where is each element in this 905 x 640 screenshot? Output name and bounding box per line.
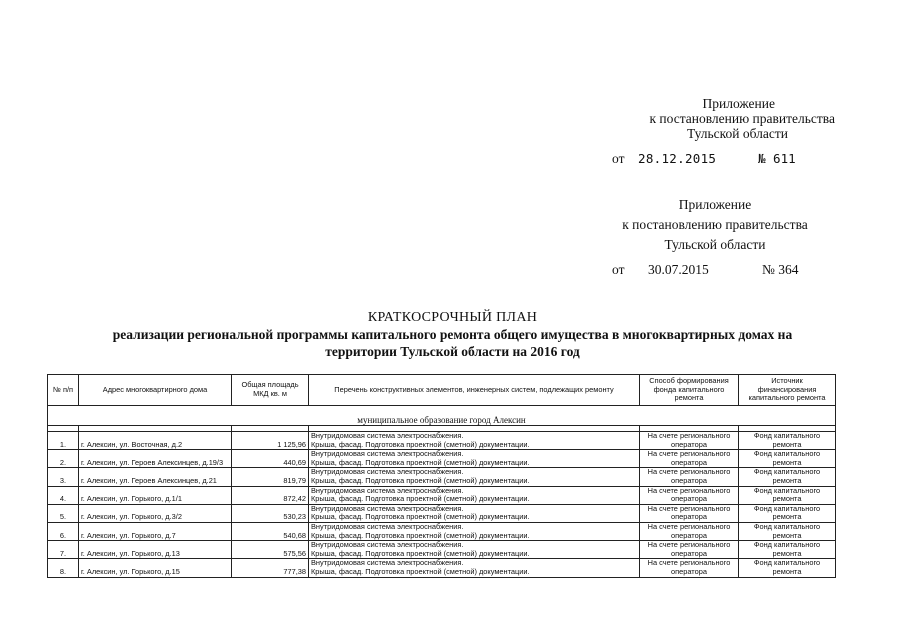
row-works-line2: Крыша, фасад. Подготовка проектной (сметной) документации. [311, 566, 530, 576]
appendix-new-number: № 611 [758, 151, 796, 166]
row-source-line2: ремонта [772, 439, 802, 449]
row-source [739, 522, 836, 540]
row-method-line1: На счете регионального [647, 540, 731, 550]
row-address [79, 541, 232, 559]
appendix-old-line1: Приложение [678, 197, 752, 212]
row-area [232, 468, 309, 486]
row-num [48, 450, 79, 468]
row-area-text: 575,56 [283, 548, 306, 558]
row-works-line2: Крыша, фасад. Подготовка проектной (сметной) документации. [311, 530, 530, 540]
row-num-text: 4. [59, 494, 67, 504]
row-method-line1: На счете регионального [647, 504, 731, 513]
row-source-line1: Фонд капитального [753, 449, 821, 459]
row-source-line1: Фонд капитального [753, 486, 821, 495]
row-source [739, 559, 836, 577]
row-source-line2: ремонта [772, 548, 802, 558]
row-source-line1: Фонд капитального [753, 431, 821, 440]
appendix-new-date: 28.12.2015 [638, 151, 717, 166]
row-num-text: 8. [59, 566, 67, 576]
row-area [232, 486, 309, 504]
row-num-text: 2. [59, 457, 67, 467]
appendix-new-line2: к постановлению правительства [649, 111, 835, 126]
row-address [79, 450, 232, 468]
row-address [79, 504, 232, 522]
row-address [79, 486, 232, 504]
row-method-line2: оператора [671, 457, 707, 467]
row-works-line2: Крыша, фасад. Подготовка проектной (сметной) документации. [311, 548, 530, 558]
row-works-line1: Внутридомовая система электроснабжения. [311, 449, 464, 459]
row-area-text: 540,68 [283, 530, 306, 540]
row-num-text: 6. [59, 530, 67, 540]
row-method-line2: оператора [671, 494, 707, 504]
table-row [48, 504, 836, 522]
row-address [79, 522, 232, 540]
row-num-text: 1. [59, 439, 67, 449]
row-method [640, 468, 739, 486]
row-num [48, 432, 79, 450]
document-subtitle-line2: территории Тульской области на 2016 год [325, 344, 580, 359]
row-works [309, 432, 640, 450]
row-method-line1: На счете регионального [647, 449, 731, 459]
row-method-line2: оператора [671, 475, 707, 485]
row-area-text: 440,69 [283, 457, 306, 467]
row-method [640, 522, 739, 540]
appendix-old-from-label: от [612, 262, 625, 277]
municipality-row [48, 406, 836, 426]
appendix-old-line2: к постановлению правительства [622, 217, 808, 232]
row-address-text: г. Алексин, ул. Горького, д.7 [81, 530, 176, 540]
row-source-line1: Фонд капитального [753, 467, 821, 477]
row-works-line2: Крыша, фасад. Подготовка проектной (сметной) документации. [311, 457, 530, 467]
header-num: № п/п [48, 375, 79, 406]
plan-table [47, 374, 836, 578]
row-works-line2: Крыша, фасад. Подготовка проектной (сметной) документации. [311, 512, 530, 522]
row-method [640, 486, 739, 504]
row-source-line1: Фонд капитального [753, 504, 821, 513]
row-works-line2: Крыша, фасад. Подготовка проектной (сметной) документации. [311, 439, 530, 449]
row-works-line2: Крыша, фасад. Подготовка проектной (сметной) документации. [311, 494, 530, 504]
row-works [309, 468, 640, 486]
row-method-line2: оператора [671, 530, 707, 540]
municipality-name: муниципальное образование город Алексин [48, 406, 836, 426]
table-row [48, 541, 836, 559]
row-works-line1: Внутридомовая система электроснабжения. [311, 467, 464, 477]
row-method [640, 541, 739, 559]
appendix-new-block [649, 96, 835, 141]
row-method-line1: На счете регионального [647, 558, 731, 568]
row-num [48, 559, 79, 577]
row-source-line1: Фонд капитального [753, 540, 821, 550]
row-area [232, 559, 309, 577]
row-method-line2: оператора [671, 439, 707, 449]
row-area [232, 522, 309, 540]
row-num [48, 468, 79, 486]
row-works-line2: Крыша, фасад. Подготовка проектной (сметной) документации. [311, 475, 530, 485]
row-area [232, 450, 309, 468]
row-area [232, 504, 309, 522]
row-source [739, 504, 836, 522]
document-title: КРАТКОСРОЧНЫЙ ПЛАН [367, 310, 538, 325]
row-method-line2: оператора [671, 548, 707, 558]
row-source-line1: Фонд капитального [753, 522, 821, 531]
row-source-line1: Фонд капитального [753, 558, 821, 568]
row-works-line1: Внутридомовая система электроснабжения. [311, 558, 464, 568]
header-address: Адрес многоквартирного дома [79, 375, 232, 406]
appendix-new-line1: Приложение [702, 96, 775, 111]
row-works [309, 559, 640, 577]
row-works-line1: Внутридомовая система электроснабжения. [311, 504, 464, 513]
row-works [309, 522, 640, 540]
row-address-text: г. Алексин, ул. Горького, д.13 [81, 548, 180, 558]
row-source [739, 450, 836, 468]
row-works-line1: Внутридомовая система электроснабжения. [311, 540, 464, 550]
row-works [309, 504, 640, 522]
table-row [48, 522, 836, 540]
row-method-line2: оператора [671, 566, 707, 576]
header-works: Перечень конструктивных элементов, инженерных систем, подлежащих ремонту [309, 375, 640, 406]
table-row [48, 468, 836, 486]
row-source-line2: ремонта [772, 566, 802, 576]
row-address-text: г. Алексин, ул. Горького, д.1/1 [81, 494, 182, 504]
table-row [48, 432, 836, 450]
row-address-text: г. Алексин, ул. Горького, д.15 [81, 566, 180, 576]
row-num-text: 5. [59, 512, 67, 522]
appendix-new-line3: Тульской области [687, 126, 788, 141]
row-source [739, 432, 836, 450]
row-works-line1: Внутридомовая система электроснабжения. [311, 486, 464, 495]
row-method-line1: На счете регионального [647, 431, 731, 440]
appendix-old-number: № 364 [762, 262, 799, 277]
document-subtitle-line1: реализации региональной программы капитального ремонта общего имущества в многоквартирных домах на [112, 327, 793, 342]
appendix-old-date: 30.07.2015 [648, 262, 709, 277]
row-address-text: г. Алексин, ул. Героев Алексинцев, д.21 [81, 475, 217, 485]
row-method [640, 504, 739, 522]
row-method-line1: На счете регионального [647, 522, 731, 531]
row-works [309, 450, 640, 468]
row-address [79, 432, 232, 450]
row-area-text: 872,42 [283, 494, 306, 504]
row-method-line1: На счете регионального [647, 486, 731, 495]
table-header-row [48, 375, 836, 406]
table-row [48, 486, 836, 504]
row-source [739, 468, 836, 486]
row-area-text: 777,38 [283, 566, 306, 576]
row-area-text: 819,79 [283, 475, 306, 485]
row-source-line2: ремонта [772, 475, 802, 485]
row-source-line2: ремонта [772, 457, 802, 467]
row-address-text: г. Алексин, ул. Горького, д.3/2 [81, 512, 182, 522]
row-address [79, 468, 232, 486]
row-num [48, 541, 79, 559]
header-method: Способ формирования фонда капитального ремонта [640, 375, 739, 406]
row-works-line1: Внутридомовая система электроснабжения. [311, 522, 464, 531]
row-area-text: 530,23 [283, 512, 306, 522]
row-method-line2: оператора [671, 512, 707, 522]
row-num-text: 3. [59, 475, 67, 485]
row-address-text: г. Алексин, ул. Героев Алексинцев, д.19/3 [81, 457, 224, 467]
row-area-text: 1 125,96 [277, 439, 306, 449]
appendix-new-from-label: от [612, 151, 625, 166]
row-area [232, 432, 309, 450]
row-method [640, 450, 739, 468]
row-address-text: г. Алексин, ул. Восточная, д.2 [81, 439, 183, 449]
appendix-old-line3: Тульской области [664, 237, 766, 252]
row-num [48, 486, 79, 504]
row-works-line1: Внутридомовая система электроснабжения. [311, 431, 464, 440]
row-source-line2: ремонта [772, 512, 802, 522]
row-num [48, 522, 79, 540]
header-source: Источник финансирования капитального ремонта [739, 375, 836, 406]
row-source-line2: ремонта [772, 530, 802, 540]
row-method [640, 432, 739, 450]
row-source-line2: ремонта [772, 494, 802, 504]
header-area: Общая площадь МКД кв. м [232, 375, 309, 406]
row-num [48, 504, 79, 522]
row-works [309, 486, 640, 504]
row-area [232, 541, 309, 559]
table-row [48, 450, 836, 468]
row-source [739, 541, 836, 559]
row-works [309, 541, 640, 559]
appendix-old-block [600, 195, 830, 255]
row-num-text: 7. [59, 548, 67, 558]
row-method [640, 559, 739, 577]
row-address [79, 559, 232, 577]
row-method-line1: На счете регионального [647, 467, 731, 477]
row-source [739, 486, 836, 504]
table-row [48, 559, 836, 577]
